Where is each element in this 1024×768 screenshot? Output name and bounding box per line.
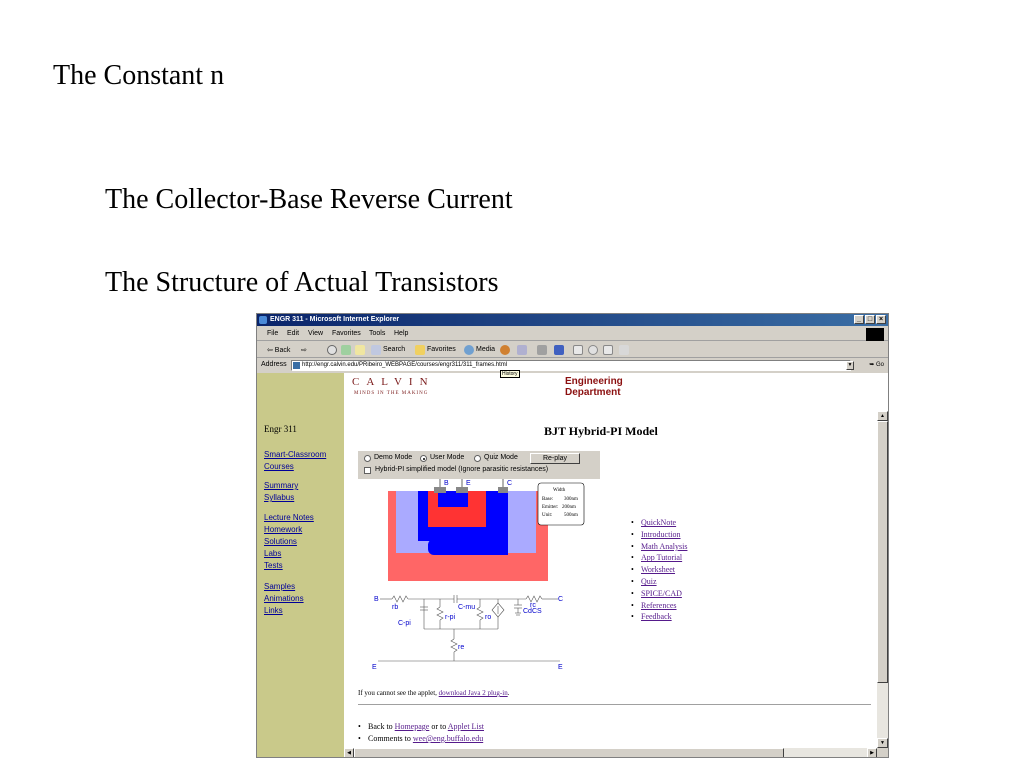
history-tooltip: History [502,371,518,377]
calvin-tagline: MINDS IN THE MAKING [354,391,429,396]
java-note-suffix: . [507,689,510,697]
page-content [257,373,888,758]
window-title: ENGR 311 - Microsoft Internet Explorer [270,316,400,323]
sidebar-link-samples[interactable]: Samples [264,582,296,591]
window-titlebar[interactable] [257,314,888,326]
width-base-key: Base: [542,497,554,502]
cmu-label: C-mu [458,604,476,611]
simplified-model-checkbox[interactable] [364,467,371,474]
ro-label: ro [485,614,492,621]
circuit-labels [372,596,563,671]
menu-favorites[interactable]: Favorites [332,330,361,337]
footer-back-line [358,722,484,731]
address-label: Address [261,361,287,368]
footer-comments-line [358,734,483,743]
email-link[interactable]: wee@eng.buffalo.edu [412,734,484,743]
sidebar [257,373,344,758]
toolbar [257,342,888,358]
scroll-up-icon[interactable]: ▲ [877,411,888,421]
search-icon [371,345,381,355]
user-mode-radio[interactable] [420,455,427,462]
horizontal-scrollbar[interactable] [344,748,877,758]
menu-view[interactable]: View [308,330,324,337]
rpi-label: r-pi [445,614,456,621]
nav-link-quiz[interactable]: Quiz [641,576,657,586]
demo-mode-radio[interactable] [364,455,371,462]
nav-link-worksheet[interactable]: Worksheet [641,565,676,575]
applet-list-link[interactable]: Applet List [447,722,484,731]
width-emitter-key: Emitter: [542,505,559,510]
circuit-b-label: B [374,596,379,603]
main-frame [344,373,877,748]
rb-label: rb [392,604,399,611]
stop-icon[interactable] [327,345,337,355]
address-field[interactable] [291,360,851,371]
nav-link-references[interactable]: References [641,600,677,610]
collector-contact [498,487,508,493]
sidebar-link-courses[interactable]: Courses [264,462,294,471]
favorites-icon [415,345,425,355]
address-bar [257,359,888,372]
slide-bullet: The Structure of Actual Transistors [105,267,499,298]
scroll-right-icon[interactable]: ▶ [867,748,877,758]
list-item [631,553,687,565]
nav-link-introduction[interactable]: Introduction [641,529,681,539]
browser-window [256,313,889,758]
close-button[interactable]: × [876,315,886,324]
applet-controls [358,451,600,479]
favorites-button[interactable]: Favorites [427,346,456,353]
quiz-mode-label: Quiz Mode [484,454,518,461]
user-mode-label: User Mode [430,454,465,461]
rc-label: rc [530,602,536,609]
footer-back-text: Back to [368,722,393,731]
slide-title: The Constant n [53,60,225,91]
terminal-e-label: E [466,480,471,487]
sidebar-link-links[interactable]: Links [264,606,283,615]
rb-resistor [392,596,408,602]
list-item [631,589,687,601]
ie-logo-icon [866,328,884,341]
menu-help[interactable]: Help [394,330,409,337]
footer-or-text: or to [431,722,447,731]
applet-nav-list [631,518,687,624]
width-base-value: 300nm [564,497,578,502]
sidebar-link-smart-classroom[interactable]: Smart-Classroom [264,450,327,459]
divider [358,704,871,706]
cdcs-label: CdCS [523,608,542,615]
bjt-diagram [358,479,608,679]
simplified-model-label: Hybrid-PI simplified model (Ignore parasitic resistances) [375,466,549,473]
address-dropdown[interactable]: ▼ [847,362,853,368]
scroll-down-icon[interactable]: ▼ [877,738,888,748]
messenger-icon[interactable] [603,345,613,355]
terminal-c-label: C [507,480,513,487]
engineering-heading: Engineering [565,376,623,387]
emitter-region [438,491,468,507]
address-value: http://engr.calvin.edu/PRibeiro_WEBPAGE/courses/engr311/311_frames.html [302,362,508,368]
quiz-mode-radio[interactable] [474,455,481,462]
width-unit-key: Unit: [542,513,553,518]
scrollbar-corner [877,748,888,758]
circuit-c-label: C [558,596,564,603]
sidebar-link-tests[interactable]: Tests [264,561,283,570]
demo-mode-label: Demo Mode [374,454,413,461]
menu-tools[interactable]: Tools [369,330,386,337]
nav-link-quicknote[interactable]: QuickNote [641,518,677,527]
width-title: Width [553,488,566,493]
menu-bar [257,327,888,341]
go-label: Go [875,362,884,368]
sidebar-link-labs[interactable]: Labs [264,549,282,558]
list-item [631,565,687,577]
cpi-label: C-pi [398,620,411,627]
menu-file[interactable]: File [267,330,279,337]
list-item [631,601,687,613]
go-button[interactable]: ➥ Go [869,362,884,368]
edit-icon[interactable] [554,345,564,355]
footer-comments-text: Comments to [368,734,411,743]
list-item [631,542,687,554]
horizontal-scroll-thumb[interactable] [354,748,784,758]
media-button[interactable]: Media [476,346,496,353]
list-item [631,518,687,530]
slide-bullet: The Collector-Base Reverse Current [105,184,513,215]
re-resistor [451,639,457,652]
emitter-contact [456,487,468,493]
width-emitter-value: 200nm [562,505,576,510]
list-item [631,530,687,542]
width-info-box [538,483,584,525]
sidebar-link-summary[interactable]: Summary [264,481,299,490]
list-item [631,577,687,589]
nav-link-app-tutorial[interactable]: App Tutorial [641,553,683,563]
terminal-b-label: B [444,480,449,487]
scroll-left-icon[interactable]: ◀ [344,748,354,758]
width-unit-value: 500nm [564,513,578,518]
home-icon[interactable] [355,345,365,355]
buried-layer [428,539,508,555]
maximize-button[interactable]: □ [865,315,875,324]
rpi-resistor [437,607,443,620]
transistor-cross-section [388,479,548,581]
java-note [358,689,509,697]
discuss-icon[interactable] [573,345,583,355]
circuit-e-right-label: E [558,664,563,671]
base-contact [434,487,446,493]
vertical-scroll-thumb[interactable] [877,421,888,683]
java-note-prefix: If you cannot see the applet, [358,689,437,697]
replay-button[interactable]: Re-play [530,453,580,464]
sidebar-link-animations[interactable]: Animations [264,594,304,603]
sidebar-link-syllabus[interactable]: Syllabus [264,493,295,502]
sidebar-link-lecture-notes[interactable]: Lecture Notes [264,513,314,522]
history-icon[interactable] [500,345,510,355]
department-heading: Department [565,387,621,398]
info-icon[interactable] [588,345,598,355]
menu-edit[interactable]: Edit [287,330,300,337]
search-button[interactable]: Search [383,346,406,353]
homepage-link[interactable]: Homepage [394,722,430,731]
media-icon [464,345,474,355]
back-button[interactable]: ⇦ Back [267,347,291,354]
java-download-link[interactable]: download Java 2 plug-in [438,689,508,697]
vertical-scrollbar[interactable] [877,411,888,748]
forward-icon[interactable]: ⇨ [301,347,307,354]
calvin-logo: CALVIN [352,376,435,388]
page-icon [293,362,300,369]
course-title: Engr 311 [264,424,297,434]
nav-link-spice-cad[interactable]: SPICE/CAD [641,588,682,598]
sidebar-link-solutions[interactable]: Solutions [264,537,297,546]
mail-icon[interactable] [517,345,527,355]
sidebar-link-homework[interactable]: Homework [264,525,303,534]
ie-icon [259,316,267,324]
chat-icon[interactable] [619,345,629,355]
ro-resistor [477,607,483,620]
list-item [631,612,687,624]
minimize-button[interactable]: _ [854,315,864,324]
refresh-icon[interactable] [341,345,351,355]
nav-link-feedback[interactable]: Feedback [641,612,672,622]
applet-title: BJT Hybrid-PI Model [544,424,658,438]
re-label: re [458,644,465,651]
print-icon[interactable] [537,345,547,355]
nav-link-math-analysis[interactable]: Math Analysis [641,541,688,551]
circuit-e-left-label: E [372,664,377,671]
